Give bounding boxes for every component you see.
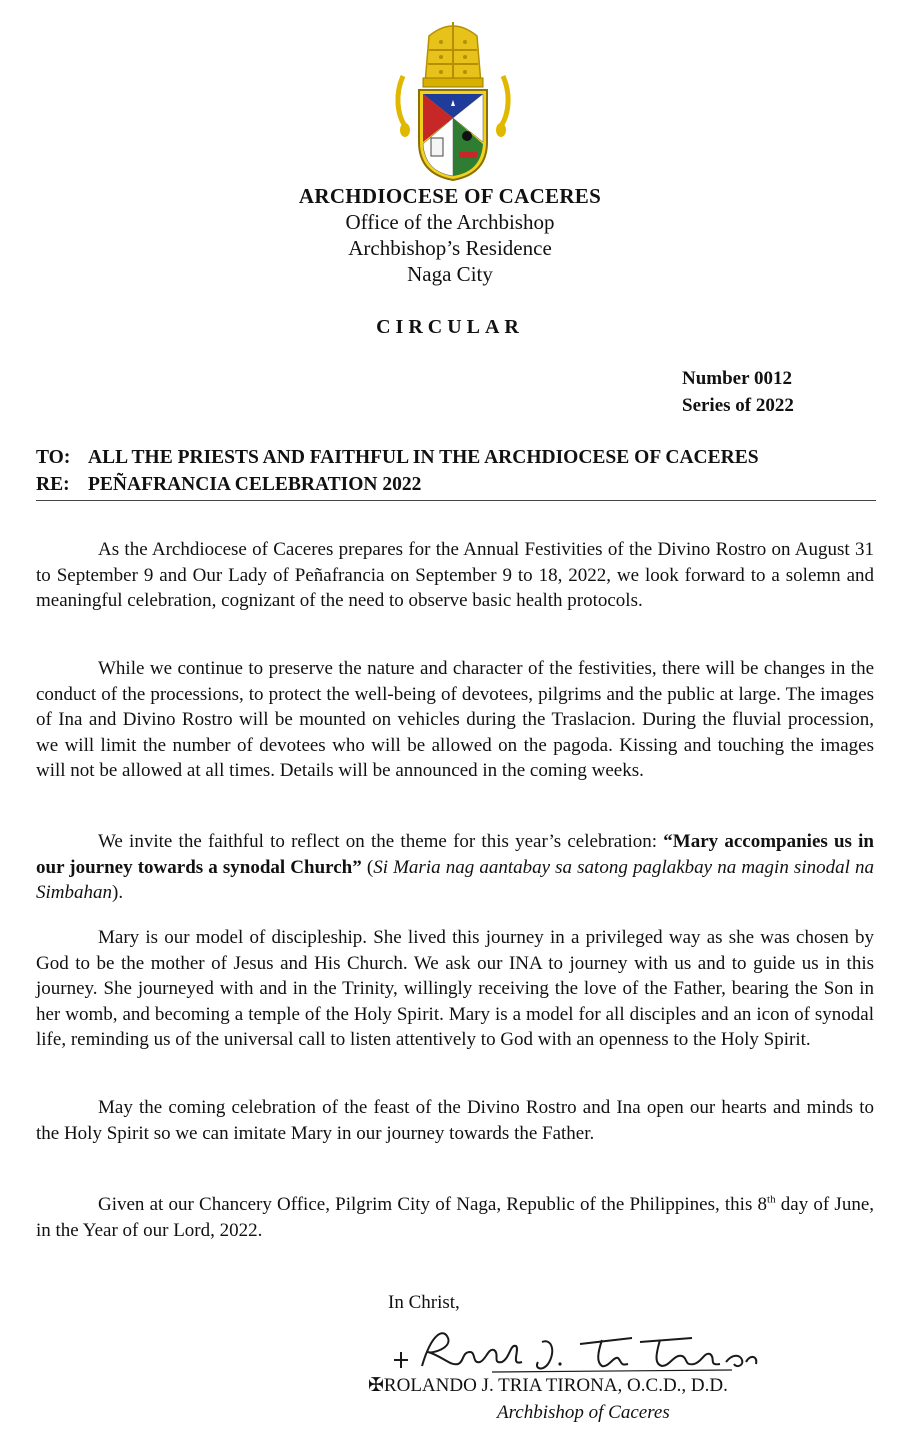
re-value: PEÑAFRANCIA CELEBRATION 2022 [88,474,422,495]
paren-open: ( [361,856,374,878]
body-paragraph-1: As the Archdiocese of Caceres prepares for the Annual Festivities of the Divino Rostro on August 31 to September 9 and Our Lady of Peñafrancia on September 9 to 18, 2022, we look forward to a solemn and meaningful celebration, cognizant of the need to observe basic health protocols. [36,539,874,611]
subject-line [36,474,421,496]
coat-of-arms-icon [393,14,513,184]
handwritten-signature [392,1322,762,1378]
body-paragraph-5: May the coming celebration of the feast of the Divino Rostro and Ina open our hearts and minds to the Holy Spirit so we can imitate Mary in our journey towards the Father. [36,1097,874,1144]
residence-name: Archbishop’s Residence [348,236,552,260]
closing-salutation: In Christ, [388,1292,460,1313]
office-name: Office of the Archbishop [345,210,555,234]
given-at-text: Given at our Chancery Office, Pilgrim City of Naga, Republic of the Philippines, this 8 [98,1194,768,1215]
circular-number: Number 0012 [682,368,792,389]
body-paragraph-6 [36,1192,874,1243]
body-paragraph-4: Mary is our model of discipleship. She lived this journey in a privileged way as she was chosen by God to be the mother of Jesus and His Church. We ask our INA to journey with us and to guide us in this journey. She journeyed with and in the Trinity, willingly receiving the love of the Father, bearing the Son in her womb, and becoming a temple of the Holy Spirit. Mary is a model for all disciples and an icon of synodal life, reminding us of the universal call to listen attentively to God with an openness to the Holy Spirit. [36,927,874,1050]
to-value: ALL THE PRIESTS AND FAITHFUL IN THE ARCHDIOCESE OF CACERES [88,447,759,468]
re-label: RE: [36,474,70,495]
addressee-line [36,447,759,469]
signer-name: ✠ROLANDO J. TRIA TIRONA, O.C.D., D.D. [368,1375,728,1396]
theme-translation: Si Maria nag aantabay sa satong paglakbay na magin sinodal na Simbahan [36,856,874,903]
signer-title: Archbishop of Caceres [497,1402,670,1423]
ordinal-suffix: th [767,1193,776,1206]
theme-intro: We invite the faithful to reflect on the theme for this year’s celebration: [98,831,664,852]
archdiocese-name: ARCHDIOCESE OF CACERES [298,184,602,208]
circular-series: Series of 2022 [682,395,794,416]
body-paragraph-2: While we continue to preserve the nature and character of the festivities, there will be changes in the conduct of the processions, to protect the well-being of devotees, pilgrims and the public at large. The images of Ina and Divino Rostro will be mounted on vehicles during the Traslacion. During the fluvial procession, we will limit the number of devotees who will be allowed on the pagoda. Kissing and touching the images will not be allowed at all times. Details will be announced in the coming weeks. [36,658,874,781]
to-label: TO: [36,447,71,468]
paren-close: ). [112,882,124,903]
body-paragraph-3 [36,829,874,906]
document-title: CIRCULAR [376,316,524,338]
city-name: Naga City [407,262,493,286]
header-divider [36,500,876,501]
given-at-date: day of June, in the Year of our Lord, 2022. [36,1194,875,1241]
theme-text: “Mary accompanies us in our journey towards a synodal Church” [36,831,875,878]
